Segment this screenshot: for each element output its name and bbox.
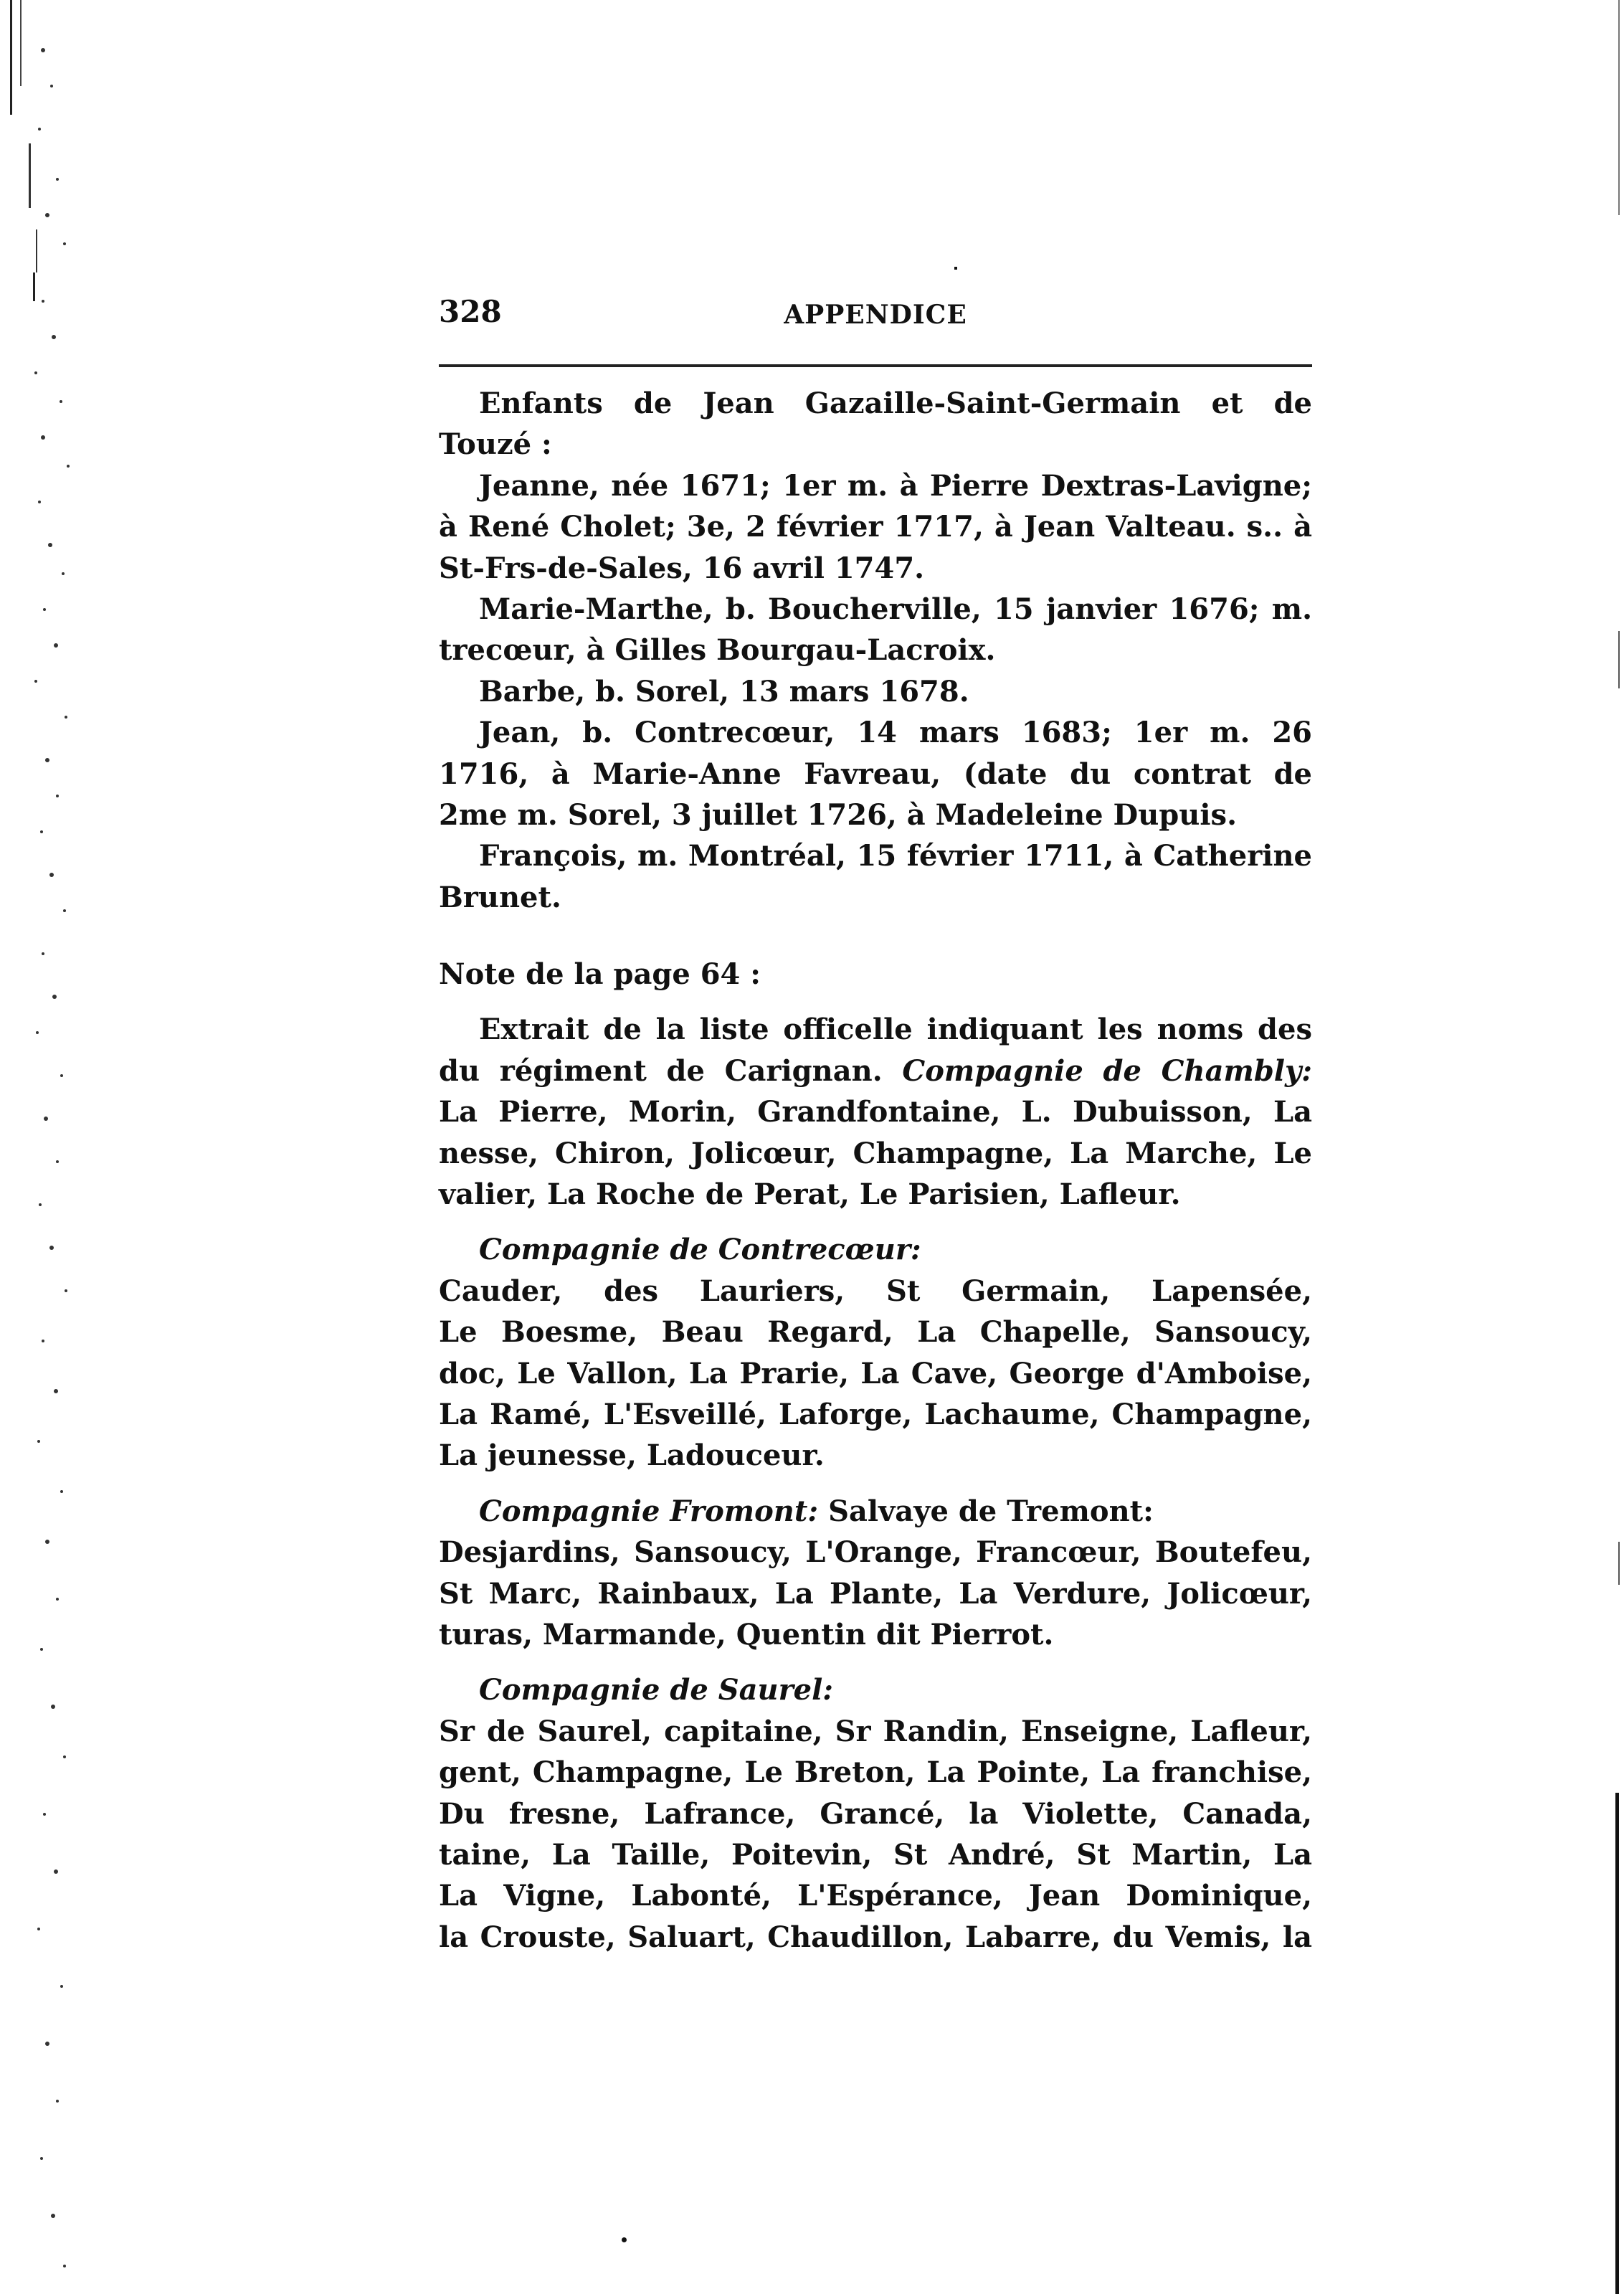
text-line: Barbe, b. Sorel, 13 mars 1678. bbox=[479, 674, 969, 708]
text-line: à René Cholet; 3e, 2 février 1717, à Jean Valteau. s.. à bbox=[439, 510, 1312, 544]
company-label-fromont: Compagnie Fromont: bbox=[479, 1494, 819, 1528]
text-line: Du fresne, Lafrance, Grancé, la Violette, Canada, bbox=[439, 1796, 1312, 1831]
text-line: Le Boesme, Beau Regard, La Chapelle, Sansoucy, bbox=[439, 1315, 1312, 1350]
text-line: Cauder, des Lauriers, St Germain, Lapensée, bbox=[439, 1274, 1312, 1308]
text-line: valier, La Roche de Perat, Le Parisien, Lafleur. bbox=[439, 1177, 1181, 1212]
text-line: Marie-Marthe, b. Boucherville, 15 janvier 1676; m. bbox=[479, 592, 1312, 626]
speck bbox=[954, 267, 957, 270]
company-label-contrecoeur: Compagnie de Contrecœur: bbox=[479, 1233, 921, 1267]
text-fragment: Pierre, Morin, Grandfontaine, L. Dubuisson, La bbox=[498, 1095, 1312, 1129]
text-fragment: du régiment de Carignan. bbox=[439, 1053, 883, 1088]
text-line: taine, La Taille, Poitevin, St André, St Martin, La bbox=[439, 1837, 1312, 1872]
text-line: gent, Champagne, Le Breton, La Pointe, La franchise, bbox=[439, 1755, 1312, 1790]
text-fragment: La bbox=[439, 1095, 478, 1129]
company-heading-saurel bbox=[439, 1669, 1312, 1710]
text-line: La Ramé, L'Esveillé, Laforge, Lachaume, Champagne, bbox=[439, 1397, 1312, 1431]
text-line: Enfants de Jean Gazaille-Saint-Germain et de bbox=[479, 387, 1312, 420]
text-line: Touzé : bbox=[439, 427, 552, 462]
company-label-saurel: Compagnie de Saurel: bbox=[479, 1673, 834, 1707]
text-line: François, m. Montréal, 15 février 1711, à Catherine bbox=[479, 839, 1312, 873]
text-line: 1716, à Marie-Anne Favreau, (date du contrat de bbox=[439, 757, 1312, 791]
header-rule bbox=[439, 364, 1312, 367]
page-body bbox=[439, 383, 1312, 1958]
text-line: doc, Le Vallon, La Prarie, La Cave, George d'Amboise, bbox=[439, 1356, 1312, 1390]
text-line: St-Frs-de-Sales, 16 avril 1747. bbox=[439, 551, 925, 585]
text-line: La Vigne, Labonté, L'Espérance, Jean Dominique, bbox=[439, 1879, 1312, 1913]
company-heading-fromont bbox=[439, 1491, 1312, 1532]
text-line: Brunet. bbox=[439, 880, 561, 914]
text-fragment: Salvaye de Tremont: bbox=[828, 1494, 1154, 1528]
text-line: Jeanne, née 1671; 1er m. à Pierre Dextras-Lavigne; bbox=[479, 468, 1312, 503]
text-line bbox=[439, 1091, 1312, 1132]
text-line: St Marc, Rainbaux, La Plante, La Verdure, Jolicœur, bbox=[439, 1576, 1312, 1611]
company-label-chambly: Compagnie de Chambly: bbox=[902, 1053, 1312, 1088]
scan-edge-right bbox=[1602, 0, 1624, 2294]
text-line: La jeunesse, Ladouceur. bbox=[439, 1439, 825, 1473]
text-line: la Crouste, Saluart, Chaudillon, Labarre, du Vemis, la bbox=[439, 1920, 1312, 1954]
company-heading-contrecoeur bbox=[439, 1229, 1312, 1270]
text-line: Extrait de la liste officelle indiquant les noms des bbox=[479, 1013, 1312, 1047]
page bbox=[439, 294, 1312, 1954]
text-line: nesse, Chiron, Jolicœur, Champagne, La Marche, Le bbox=[439, 1136, 1312, 1170]
text-line: Sr de Saurel, capitaine, Sr Randin, Enseigne, Lafleur, bbox=[439, 1714, 1312, 1748]
text-line: trecœur, à Gilles Bourgau-Lacroix. bbox=[439, 633, 996, 668]
speck bbox=[622, 2237, 627, 2242]
text-line: Jean, b. Contrecœur, 14 mars 1683; 1er m. 26 bbox=[479, 716, 1312, 750]
running-title: APPENDICE bbox=[784, 300, 967, 330]
note-heading: Note de la page 64 : bbox=[439, 957, 761, 992]
scan-edge-left bbox=[0, 0, 86, 2294]
text-line: 2me m. Sorel, 3 juillet 1726, à Madeleine Dupuis. bbox=[439, 797, 1237, 832]
text-line: turas, Marmande, Quentin dit Pierrot. bbox=[439, 1617, 1054, 1651]
page-number: 328 bbox=[439, 294, 502, 329]
text-line bbox=[439, 1051, 1312, 1091]
page-header bbox=[439, 294, 1312, 344]
text-line: Desjardins, Sansoucy, L'Orange, Francœur, Boutefeu, bbox=[439, 1535, 1312, 1570]
